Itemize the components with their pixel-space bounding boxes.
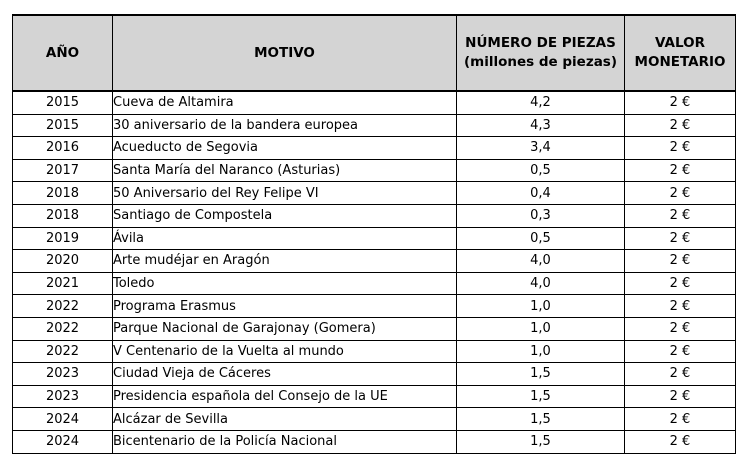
year-cell: 2016 — [13, 137, 113, 160]
year-cell: 2023 — [13, 385, 113, 408]
pieces-cell: 4,0 — [457, 272, 625, 295]
motivo-cell: Ávila — [113, 227, 457, 250]
pieces-cell: 1,5 — [457, 430, 625, 453]
pieces-cell: 0,5 — [457, 159, 625, 182]
table-body — [13, 91, 736, 453]
table-row — [13, 340, 736, 363]
pieces-cell: 1,0 — [457, 295, 625, 318]
pieces-cell: 0,4 — [457, 182, 625, 205]
value-cell: 2 € — [625, 182, 736, 205]
year-cell: 2015 — [13, 91, 113, 114]
value-cell: 2 € — [625, 137, 736, 160]
motivo-cell: Ciudad Vieja de Cáceres — [113, 363, 457, 386]
pieces-cell: 1,5 — [457, 363, 625, 386]
motivo-cell: Bicentenario de la Policía Nacional — [113, 430, 457, 453]
table-row — [13, 114, 736, 137]
year-cell: 2023 — [13, 363, 113, 386]
year-cell: 2021 — [13, 272, 113, 295]
table-row — [13, 363, 736, 386]
table-row — [13, 408, 736, 431]
header-year: AÑO — [13, 15, 113, 91]
pieces-cell: 0,3 — [457, 204, 625, 227]
motivo-cell: Toledo — [113, 272, 457, 295]
pieces-cell: 0,5 — [457, 227, 625, 250]
pieces-cell: 1,5 — [457, 408, 625, 431]
pieces-cell: 1,0 — [457, 340, 625, 363]
value-cell: 2 € — [625, 408, 736, 431]
table-row — [13, 295, 736, 318]
table-row — [13, 91, 736, 114]
header-value-label: VALOR MONETARIO — [634, 35, 726, 70]
value-cell: 2 € — [625, 204, 736, 227]
pieces-cell: 3,4 — [457, 137, 625, 160]
value-cell: 2 € — [625, 340, 736, 363]
table-row — [13, 250, 736, 273]
value-cell: 2 € — [625, 227, 736, 250]
header-pieces-label: NÚMERO DE PIEZAS (millones de piezas) — [463, 35, 618, 70]
year-cell: 2020 — [13, 250, 113, 273]
year-cell: 2018 — [13, 182, 113, 205]
table-header — [13, 15, 736, 91]
year-cell: 2015 — [13, 114, 113, 137]
table-row — [13, 137, 736, 160]
header-value — [625, 15, 736, 91]
motivo-cell: Arte mudéjar en Aragón — [113, 250, 457, 273]
motivo-cell: Cueva de Altamira — [113, 91, 457, 114]
pieces-cell: 4,3 — [457, 114, 625, 137]
year-cell: 2024 — [13, 430, 113, 453]
motivo-cell: Programa Erasmus — [113, 295, 457, 318]
year-cell: 2017 — [13, 159, 113, 182]
motivo-cell: 50 Aniversario del Rey Felipe VI — [113, 182, 457, 205]
year-cell: 2024 — [13, 408, 113, 431]
value-cell: 2 € — [625, 317, 736, 340]
value-cell: 2 € — [625, 363, 736, 386]
table-row — [13, 159, 736, 182]
header-row — [13, 15, 736, 91]
pieces-cell: 4,2 — [457, 91, 625, 114]
motivo-cell: V Centenario de la Vuelta al mundo — [113, 340, 457, 363]
table-row — [13, 272, 736, 295]
year-cell: 2022 — [13, 317, 113, 340]
motivo-cell: Santa María del Naranco (Asturias) — [113, 159, 457, 182]
table-row — [13, 317, 736, 340]
value-cell: 2 € — [625, 385, 736, 408]
value-cell: 2 € — [625, 272, 736, 295]
table-row — [13, 227, 736, 250]
year-cell: 2018 — [13, 204, 113, 227]
pieces-cell: 1,5 — [457, 385, 625, 408]
pieces-cell: 4,0 — [457, 250, 625, 273]
year-cell: 2019 — [13, 227, 113, 250]
motivo-cell: 30 aniversario de la bandera europea — [113, 114, 457, 137]
header-pieces — [457, 15, 625, 91]
year-cell: 2022 — [13, 295, 113, 318]
value-cell: 2 € — [625, 250, 736, 273]
value-cell: 2 € — [625, 430, 736, 453]
year-cell: 2022 — [13, 340, 113, 363]
coins-table — [12, 14, 736, 454]
value-cell: 2 € — [625, 295, 736, 318]
motivo-cell: Presidencia española del Consejo de la UE — [113, 385, 457, 408]
value-cell: 2 € — [625, 91, 736, 114]
motivo-cell: Alcázar de Sevilla — [113, 408, 457, 431]
value-cell: 2 € — [625, 159, 736, 182]
table-row — [13, 430, 736, 453]
value-cell: 2 € — [625, 114, 736, 137]
motivo-cell: Acueducto de Segovia — [113, 137, 457, 160]
pieces-cell: 1,0 — [457, 317, 625, 340]
motivo-cell: Santiago de Compostela — [113, 204, 457, 227]
header-motivo: MOTIVO — [113, 15, 457, 91]
motivo-cell: Parque Nacional de Garajonay (Gomera) — [113, 317, 457, 340]
table-row — [13, 385, 736, 408]
table-row — [13, 204, 736, 227]
table-row — [13, 182, 736, 205]
